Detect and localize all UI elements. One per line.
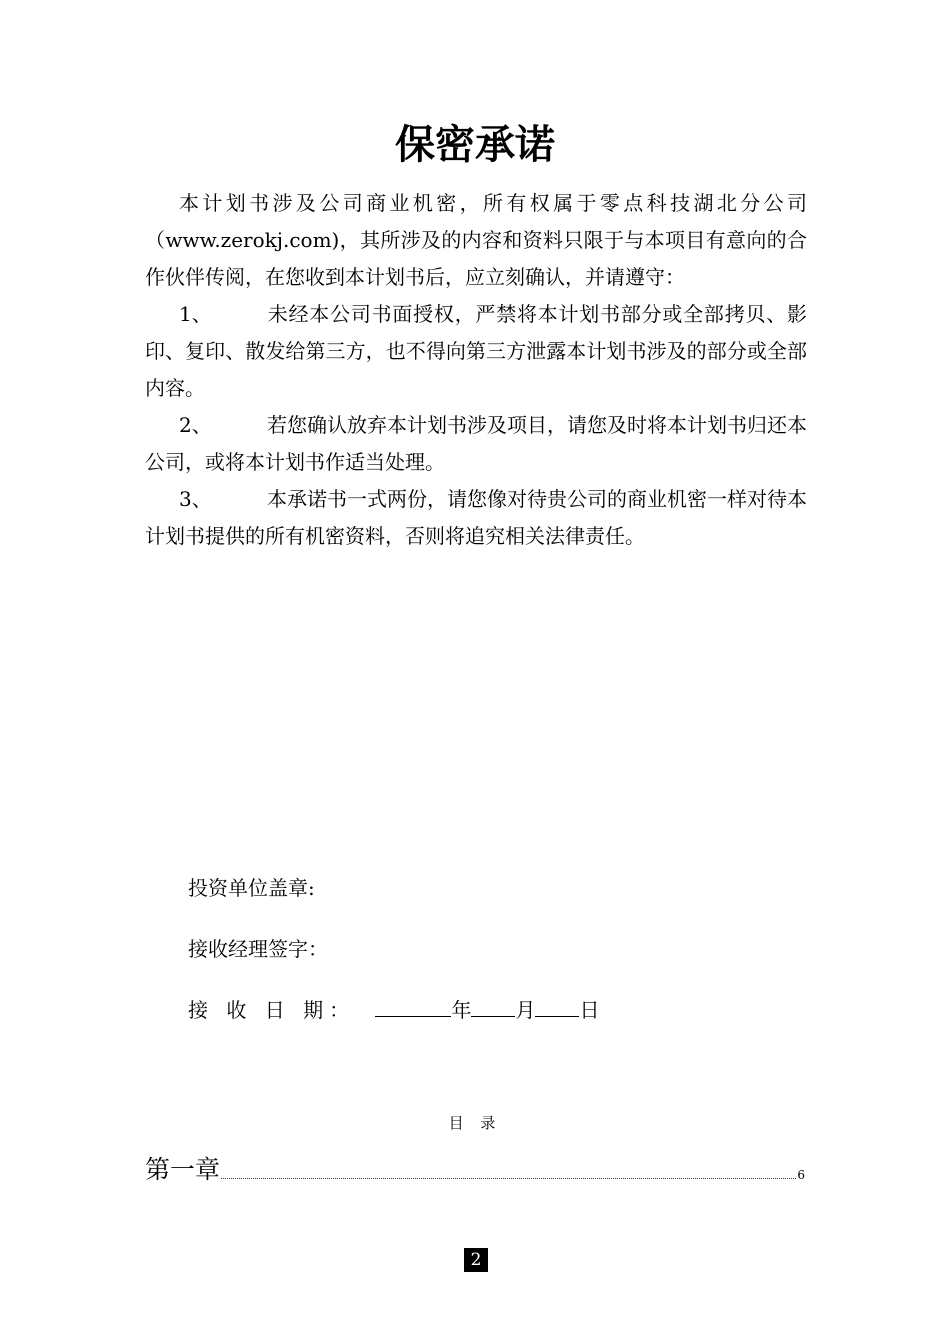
clause-text: 未经本公司书面授权，严禁将本计划书部分或全部拷贝、影印、复印、散发给第三方，也不得向第三方泄露本计划书涉及的部分或全部内容。 <box>145 302 807 400</box>
toc-leader-dots <box>221 1178 796 1179</box>
clause-number: 2、 <box>179 413 212 437</box>
clause-text: 若您确认放弃本计划书涉及项目，请您及时将本计划书归还本公司，或将本计划书作适当处理。 <box>145 413 807 474</box>
clause-number: 1、 <box>179 302 212 326</box>
month-blank[interactable] <box>471 996 515 1017</box>
toc-entry-label: 第一章 <box>145 1155 221 1184</box>
receive-date-row <box>188 995 599 1025</box>
manager-signature-label: 接收经理签字： <box>188 937 328 961</box>
toc-entry-page: 6 <box>797 1168 805 1182</box>
stamp-label: 投资单位盖章: <box>188 876 315 900</box>
date-label: 接 收 日 期： <box>188 998 356 1022</box>
toc-heading: 目 录 <box>448 1114 502 1132</box>
toc-entry[interactable] <box>145 1154 805 1186</box>
page-number: 2 <box>464 1248 488 1272</box>
clause-2 <box>145 407 807 481</box>
clause-text: 本承诺书一式两份，请您像对待贵公司的商业机密一样对待本计划书提供的所有机密资料，否则将追究相关法律责任。 <box>145 487 807 548</box>
year-label: 年 <box>451 998 472 1022</box>
clause-1 <box>145 296 807 407</box>
clause-number: 3、 <box>179 487 212 511</box>
month-label: 月 <box>515 998 536 1022</box>
confidentiality-body <box>145 185 807 555</box>
page-title: 保密承诺 <box>395 122 555 168</box>
day-blank[interactable] <box>535 996 579 1017</box>
intro-paragraph: 本计划书涉及公司商业机密，所有权属于零点科技湖北分公司（www.zerokj.com)，其所涉及的内容和资料只限于与本项目有意向的合作伙伴传阅，在您收到本计划书后，应立刻确认，并请遵守： <box>145 191 807 289</box>
clause-3 <box>145 481 807 555</box>
year-blank[interactable] <box>375 996 451 1017</box>
day-label: 日 <box>579 998 600 1022</box>
